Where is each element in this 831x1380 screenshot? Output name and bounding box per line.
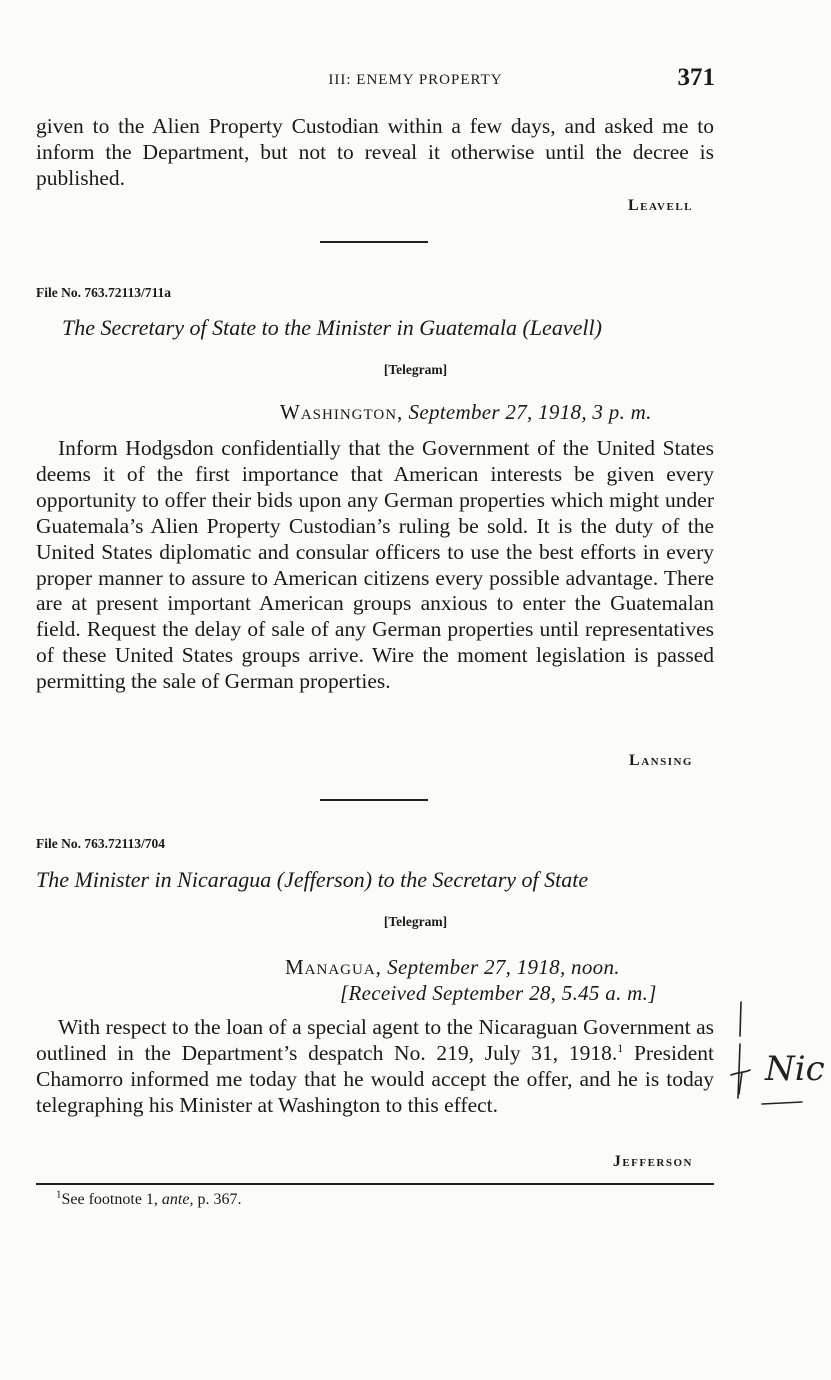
telegram-label-1: [Telegram] — [383, 362, 448, 377]
file-number-1: File No. 763.72113/711a — [36, 285, 171, 300]
carryover-signature: Leavell — [628, 197, 693, 214]
margin-tick-mark — [731, 1070, 750, 1094]
signature-1: Lansing — [629, 752, 693, 769]
footnote-text-after: , p. 367. — [189, 1191, 242, 1208]
document-title-2: The Minister in Nicaragua (Jefferson) to the Secretary of State — [36, 867, 589, 892]
running-header-title: III: ENEMY PROPERTY — [328, 72, 503, 88]
footnote-marker: 1 — [56, 1188, 62, 1201]
page-number: 371 — [677, 64, 715, 91]
footnote-reference: 1 — [617, 1040, 624, 1055]
margin-underline — [762, 1102, 802, 1104]
footnote-text-before: See footnote 1, — [61, 1191, 162, 1208]
footnote-text-italic: ante — [161, 1191, 190, 1208]
dateline-date-2: September 27, 1918, noon. — [387, 955, 620, 979]
telegram-label-2: [Telegram] — [383, 914, 448, 929]
dateline-place-1: Washington, — [280, 400, 404, 424]
signature-2: Jefferson — [612, 1153, 693, 1170]
margin-note-text: Nic — [765, 1049, 825, 1089]
dateline-date-1: September 27, 1918, 3 p. m. — [408, 400, 652, 424]
received-text: [Received September 28, 5.45 a. m.] — [340, 981, 657, 1005]
file-number-2: File No. 763.72113/704 — [36, 836, 165, 851]
document-body-1: Inform Hodgsdon confidentially that the Government of the United States deems it of the first importance that American interests be given every opportunity to offer their bids upon any German properties which might under Guatemala’s Alien Property Custodian’s ruling be sold. It is the duty of the United States diplomatic and consular officers to use the best efforts in every proper manner to assure to American citizens every possible advantage. There are at present important American groups anxious to enter the Guatemalan field. Request the delay of sale of any German properties until representatives of these United States groups arrive. Wire the moment legislation is passed permitting the sale of German properties. — [36, 436, 714, 694]
document-title-1: The Secretary of State to the Minister in Guatemala (Leavell) — [62, 315, 602, 340]
body-2-part-1: With respect to the loan of a special agent to the Nicaraguan Government as outlined in the Department’s despatch No. 219, July 31, 1918. — [36, 1015, 714, 1065]
body-2-part-2: President Chamorro informed me today that he would accept the offer, and he is today telegraphing his Minister at Washington to this effect. — [36, 1040, 714, 1117]
carryover-paragraph: given to the Alien Property Custodian within a few days, and asked me to inform the Department, but not to reveal it otherwise until the decree is published. — [36, 114, 714, 190]
margin-bracket-line — [740, 1002, 741, 1036]
dateline-place-2: Managua, — [285, 955, 382, 979]
